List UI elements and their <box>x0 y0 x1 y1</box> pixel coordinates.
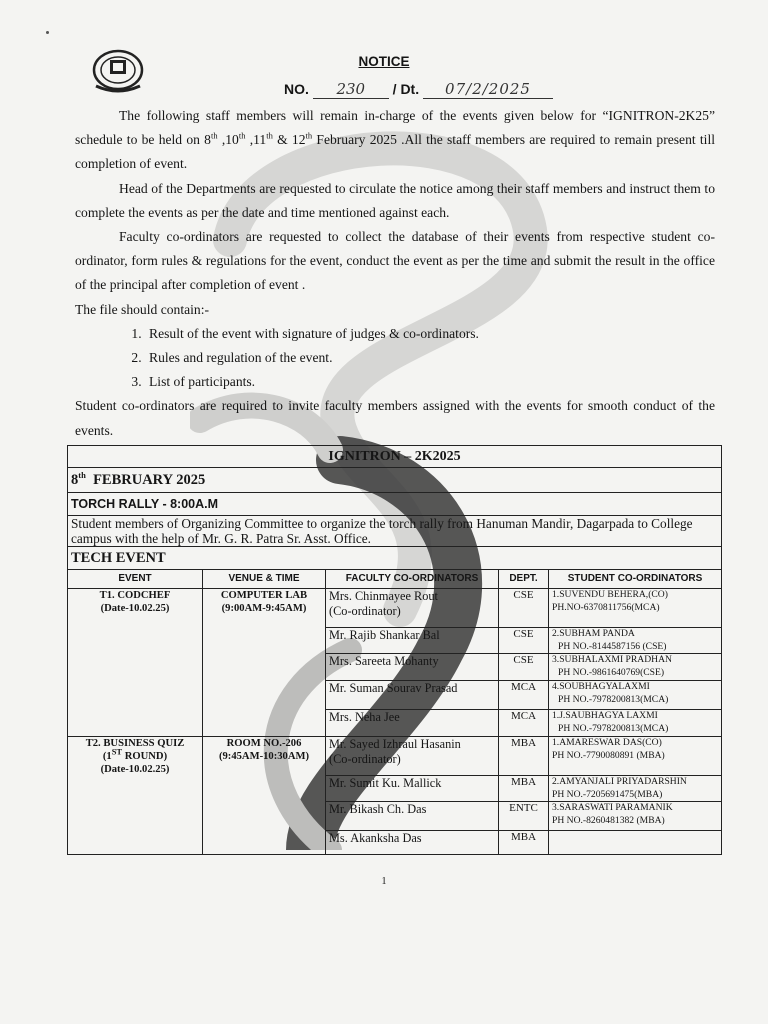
paragraph-faculty: Faculty co-ordinators are requested to collect the database of their events from respective student co-ordinator, form rules & regulations for the event, conduct the event as per the time and submit the result in the office of the principal after completion of event . <box>75 229 715 293</box>
student-cell: 1.J.SAUBHAGYA LAXMI PH NO.-7978200813(MCA) <box>549 710 722 737</box>
faculty-cell: Mr. Suman Sourav Prasad <box>326 681 499 710</box>
student-cell: 3.SUBHALAXMI PRADHAN PH NO.-9861640769(CSE) <box>549 654 722 681</box>
notice-number-value: 230 <box>313 80 389 99</box>
venue-cell: COMPUTER LAB (9:00AM-9:45AM) <box>203 589 326 737</box>
dept-cell: MCA <box>499 681 549 710</box>
column-header: EVENT <box>68 570 203 589</box>
faculty-cell: Mr. Bikash Ch. Das <box>326 802 499 831</box>
dept-cell: MCA <box>499 710 549 737</box>
faculty-cell: Mr. Sumit Ku. Mallick <box>326 776 499 802</box>
venue-cell: ROOM NO.-206 (9:45AM-10:30AM) <box>203 737 326 855</box>
file-contents-label: The file should contain:- <box>75 301 210 317</box>
faculty-cell: Ms. Akanksha Das <box>326 831 499 855</box>
list-item: 2. Rules and regulation of the event. <box>145 346 715 370</box>
column-header: VENUE & TIME <box>203 570 326 589</box>
column-header: FACULTY CO-ORDINATORS <box>326 570 499 589</box>
torch-rally-description: Student members of Organizing Committee to organize the torch rally from Hanuman Mandir, Dagarpada to College campus with the help of Mr. G. R. Patra Sr. Asst. Office. <box>68 516 722 547</box>
table-row <box>68 589 722 628</box>
faculty-cell: Mr. Rajib Shankar Bal <box>326 628 499 654</box>
dept-cell: MBA <box>499 776 549 802</box>
notice-date-value: 07/2/2025 <box>423 80 553 99</box>
notice-date-label: / Dt. <box>392 81 420 97</box>
student-cell: 3.SARASWATI PARAMANIK PH NO.-8260481382 (MBA) <box>549 802 722 831</box>
scan-speck <box>46 31 49 34</box>
paragraph-hod: Head of the Departments are requested to circulate the notice among their staff members and instruct them to complete the events as per the date and time mentioned against each. <box>75 180 715 220</box>
faculty-cell: Mr. Sayed Izhraul Hasanin (Co-ordinator) <box>326 737 499 776</box>
student-cell: 2.AMYANJALI PRIYADARSHIN PH NO.-7205691475(MBA) <box>549 776 722 802</box>
student-cell: 1.AMARESWAR DAS(CO) PH NO.-7790080891 (MBA) <box>549 737 722 776</box>
page-number: 1 <box>381 876 387 887</box>
file-contents-list <box>75 322 715 395</box>
column-header: STUDENT CO-ORDINATORS <box>549 570 722 589</box>
student-cell: 2.SUBHAM PANDA PH NO.-8144587156 (CSE) <box>549 628 722 654</box>
date-heading: 8th FEBRUARY 2025 <box>68 468 722 493</box>
paragraph-schedule: The following staff members will remain in-charge of the events given below for “IGNITRON-2K25” schedule to be held on 8th ,10th ,11th & 12th February 2025 .All the staff members are required to remain present till completion of event. <box>75 108 716 172</box>
dept-cell: ENTC <box>499 802 549 831</box>
section-heading: TECH EVENT <box>68 547 722 570</box>
notice-number-line <box>284 80 553 99</box>
list-item: 1. Result of the event with signature of judges & co-ordinators. <box>145 322 715 346</box>
faculty-cell: Mrs. Chinmayee Rout (Co-ordinator) <box>326 589 499 628</box>
faculty-cell: Mrs. Neha Jee <box>326 710 499 737</box>
student-cell <box>549 831 722 855</box>
events-table <box>67 445 722 855</box>
paragraph-students: Student co-ordinators are required to invite faculty members assigned with the events for smooth conduct of the events. <box>75 398 715 438</box>
faculty-cell: Mrs. Sareeta Mohanty <box>326 654 499 681</box>
dept-cell: MBA <box>499 737 549 776</box>
dept-cell: CSE <box>499 654 549 681</box>
table-title: IGNITRON – 2K2025 <box>68 446 722 468</box>
dept-cell: CSE <box>499 589 549 628</box>
list-item: 3. List of participants. <box>145 370 715 394</box>
column-header: DEPT. <box>499 570 549 589</box>
dept-cell: CSE <box>499 628 549 654</box>
notice-number-label: NO. <box>284 81 309 97</box>
student-cell: 4.SOUBHAGYALAXMI PH NO.-7978200813(MCA) <box>549 681 722 710</box>
event-cell: T2. BUSINESS QUIZ (1ST ROUND) (Date-10.02.25) <box>68 737 203 855</box>
notice-title: NOTICE <box>358 54 410 69</box>
event-cell: T1. CODCHEF (Date-10.02.25) <box>68 589 203 737</box>
torch-rally-heading: TORCH RALLY - 8:00A.M <box>68 493 722 516</box>
dept-cell: MBA <box>499 831 549 855</box>
table-row <box>68 737 722 776</box>
column-headers <box>68 570 722 589</box>
notice-body <box>75 104 715 443</box>
student-cell: 1.SUVENDU BEHERA,(CO) PH.NO-6370811756(MCA) <box>549 589 722 628</box>
